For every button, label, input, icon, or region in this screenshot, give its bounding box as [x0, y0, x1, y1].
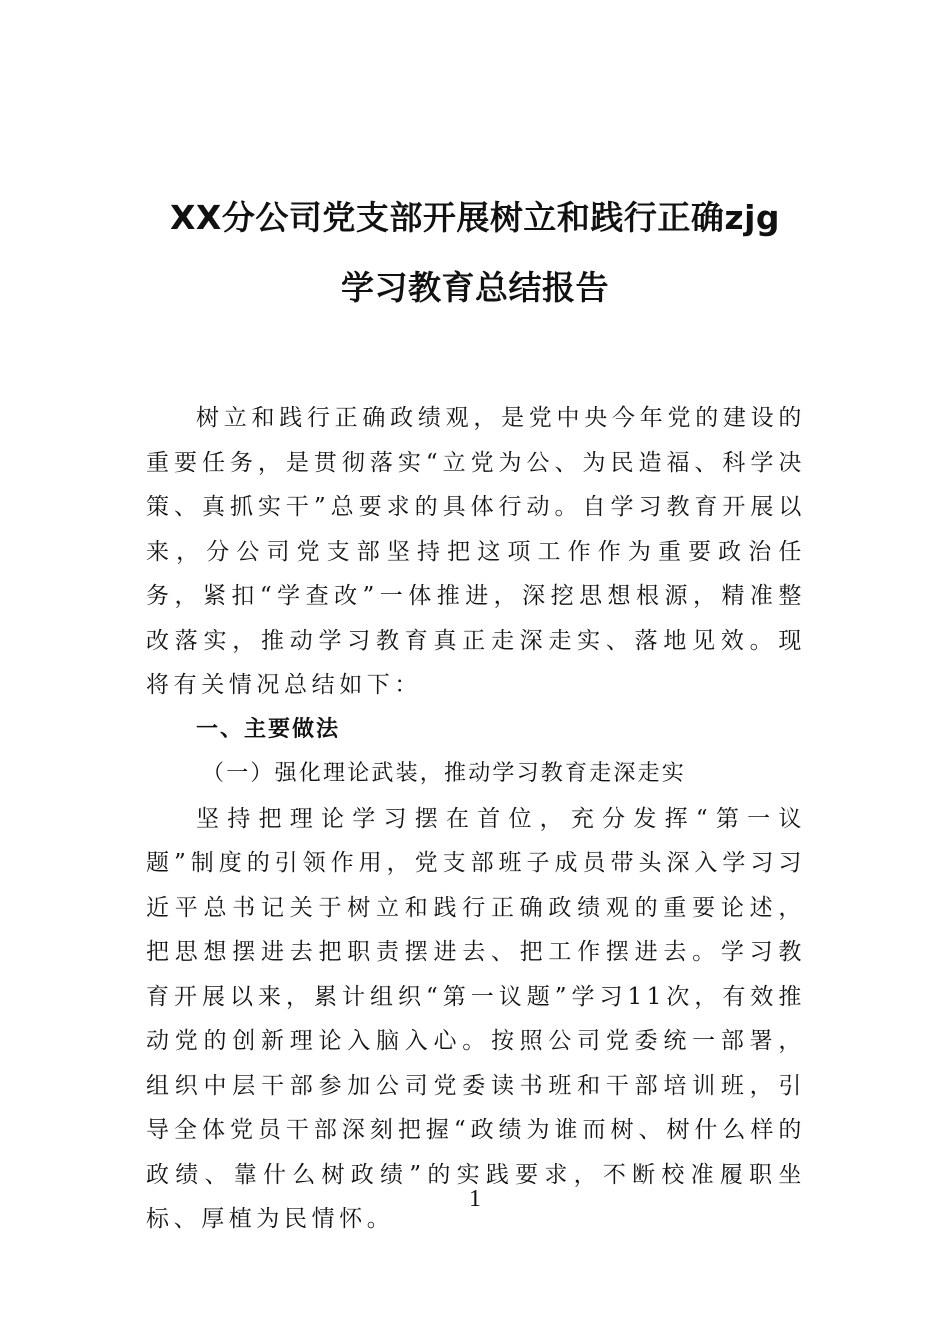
- intro-paragraph: 树立和践行正确政绩观，是党中央今年党的建设的重要任务，是贯彻落实“立党为公、为民造福、科学决策、真抓实干”总要求的具体行动。自学习教育开展以来，分公司党支部坚持把这项工作作为重要政治任务，紧扣“学查改”一体推进，深挖思想根源，精准整改落实，推动学习教育真正走深走实、落地见效。现将有关情况总结如下：: [146, 405, 806, 698]
- subsection-heading-theory: （一）强化理论武装，推动学习教育走深走实: [202, 761, 687, 786]
- subsection-paragraph-theory: 坚持把理论学习摆在首位，充分发挥“第一议题”制度的引领作用，党支部班子成员带头深入学习习近平总书记关于树立和践行正确政绩观的重要论述，把思想摆进去把职责摆进去、把工作摆进去。学习教育开展以来，累计组织“第一议题”学习11次，有效推动党的创新理论入脑入心。按照公司党委统一部署，组织中层干部参加公司党委读书班和干部培训班，引导全体党员干部深刻把握“政绩为谁而树、树什么样的政绩、靠什么树政绩”的实践要求，不断校准履职坐标、厚植为民情怀。: [146, 805, 806, 1232]
- section-heading-main-practices: 一、主要做法: [196, 716, 341, 742]
- page-number: 1: [469, 1186, 481, 1212]
- document-body: [146, 396, 806, 1242]
- document-title-line-2: 学习教育总结报告: [341, 268, 609, 307]
- document-title-line-1: XX分公司党支部开展树立和践行正确zjg: [169, 198, 781, 237]
